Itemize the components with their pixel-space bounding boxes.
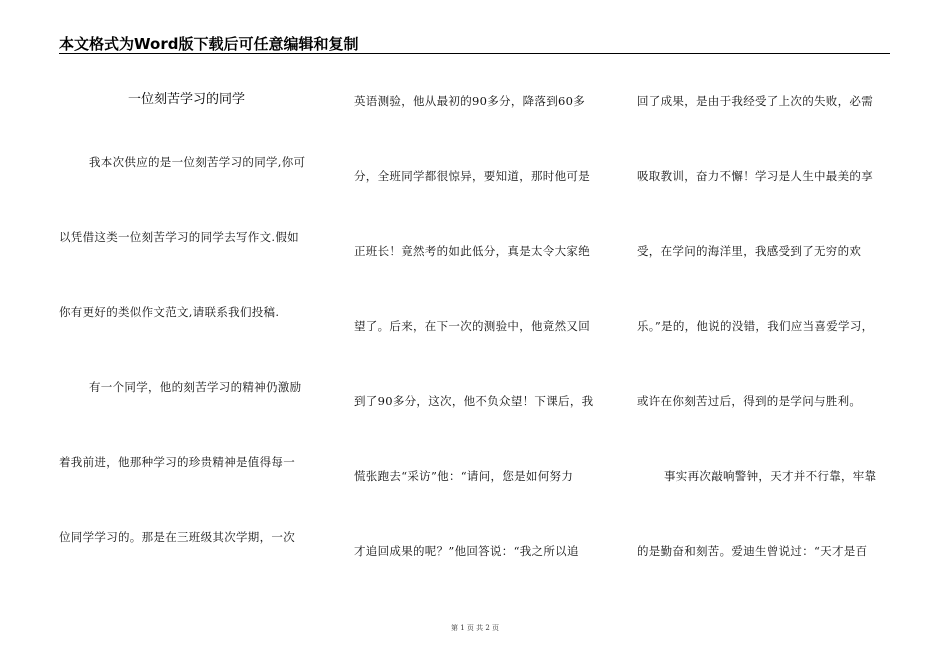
page-number: 第 1 页 共 2 页 — [450, 624, 500, 632]
text-line: 的是勤奋和刻苦。爱迪生曾说过：“天才是百 — [637, 544, 868, 558]
text-line: 你有更好的类似作文范文,请联系我们投稿. — [59, 305, 280, 319]
header-divider — [59, 53, 890, 54]
text-line: 到了90多分，这次，他不负众望！下课后，我 — [354, 394, 594, 408]
text-line: 以凭借这类一位刻苦学习的同学去写作文.假如 — [59, 230, 299, 244]
text-line: 事实再次敲响警钟，天才并不行靠，牢靠 — [664, 469, 877, 483]
article-title: 一位刻苦学习的同学 — [128, 92, 246, 107]
text-line: 正班长！竟然考的如此低分，真是太令大家绝 — [354, 244, 590, 258]
header-title: 本文格式为Word版下载后可任意编辑和复制 — [59, 35, 359, 53]
text-line: 乐。”是的，他说的没错，我们应当喜爱学习， — [637, 319, 874, 333]
text-line: 回了成果，是由于我经受了上次的失败，必需 — [637, 94, 873, 108]
text-line: 分，全班同学都很惊异，要知道，那时他可是 — [354, 169, 590, 183]
text-line: 有一个同学，他的刻苦学习的精神仍激励 — [89, 380, 302, 394]
text-line: 望了。后来，在下一次的测验中，他竟然又回 — [354, 319, 590, 333]
text-line: 我本次供应的是一位刻苦学习的同学,你可 — [89, 155, 306, 169]
text-line: 慌张跑去“采访”他：“请问，您是如何努力 — [354, 469, 574, 483]
text-line: 位同学学习的。那是在三班级其次学期，一次 — [59, 530, 295, 544]
text-line: 吸取教训，奋力不懈！学习是人生中最美的享 — [637, 169, 873, 183]
text-line: 或许在你刻苦过后，得到的是学问与胜利。 — [637, 394, 862, 408]
text-line: 才追回成果的呢？”他回答说：“我之所以追 — [354, 544, 579, 558]
text-line: 受，在学问的海洋里，我感受到了无穷的欢 — [637, 244, 862, 258]
text-line: 英语测验，他从最初的90多分，降落到60多 — [354, 94, 586, 108]
text-line: 着我前进，他那种学习的珍贵精神是值得每一 — [59, 455, 295, 469]
